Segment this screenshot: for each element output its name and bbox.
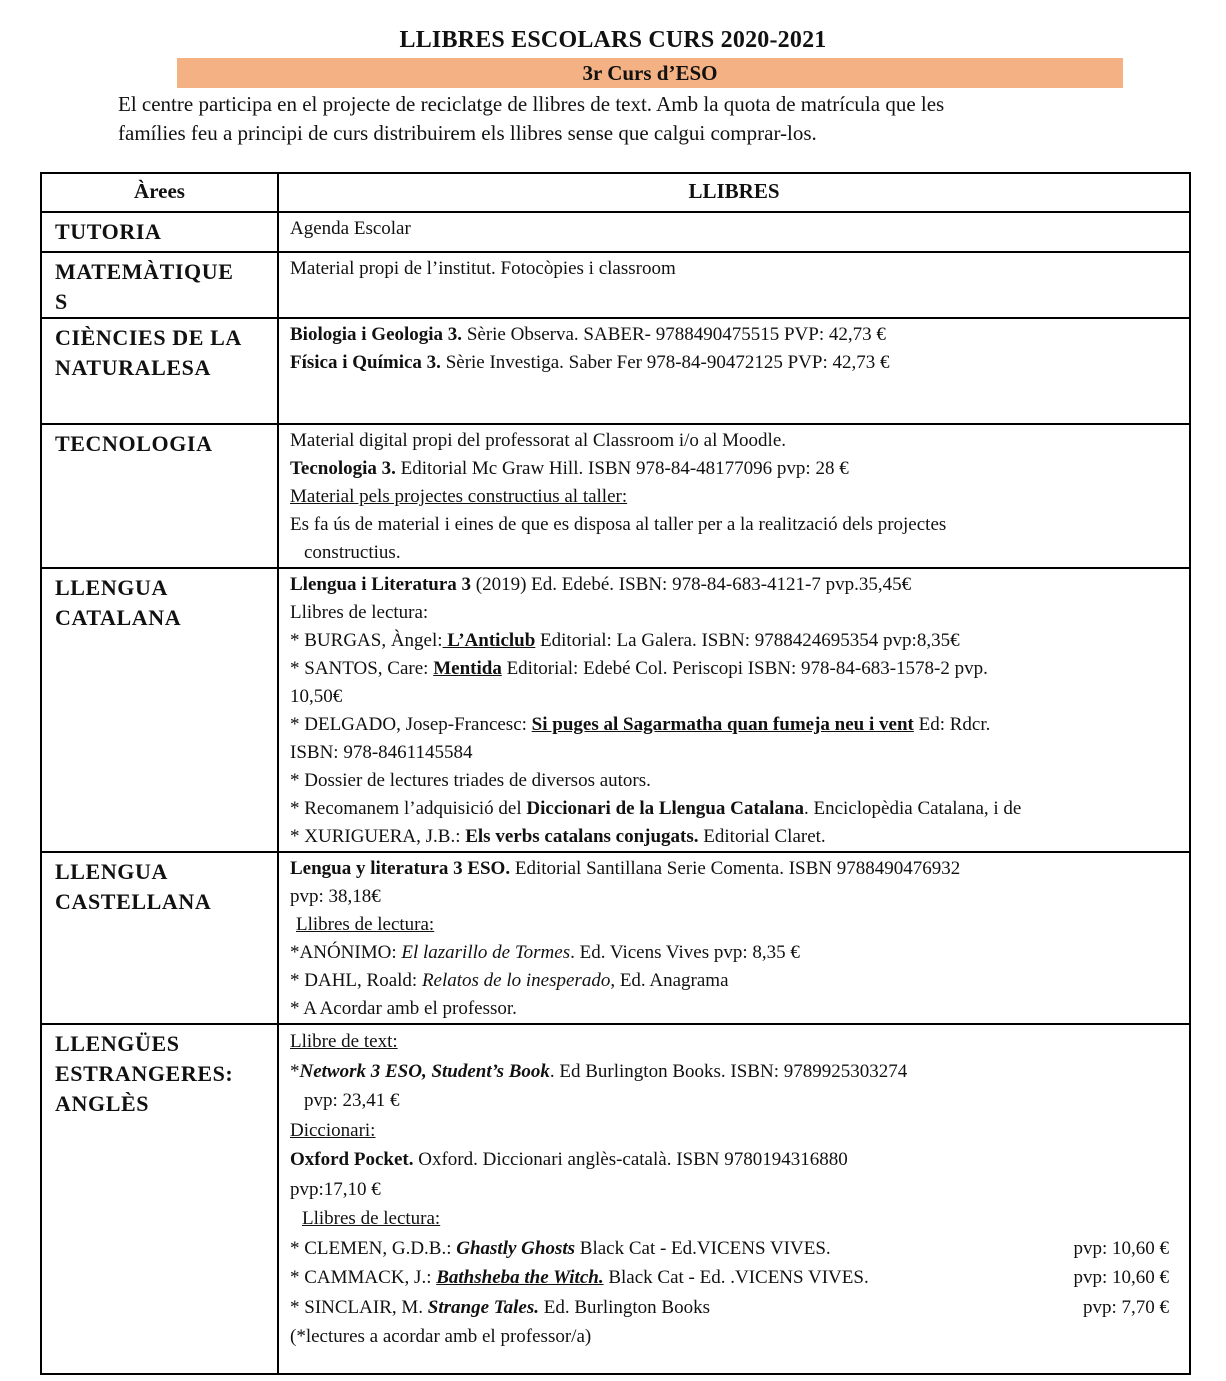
area-cell: CIÈNCIES DE LA NATURALESA bbox=[41, 318, 278, 424]
row-catala bbox=[41, 568, 1190, 852]
row-castella bbox=[41, 852, 1190, 1024]
intro-line: El centre participa en el projecte de reciclatge de llibres de text. Amb la quota de matrícula que les bbox=[118, 92, 945, 116]
row-angles bbox=[41, 1024, 1190, 1374]
books-cell: Llengua i Literatura 3 (2019) Ed. Edebé. ISBN: 978-84-683-4121-7 pvp.35,45€ Llibres de lectura: * BURGAS, Àngel: L’Anticlub Editorial: La Galera. ISBN: 9788424695354 pvp:8,35€ * SANTOS, Care: Mentida Editorial: Edebé Col. Periscopi ISBN: 978-84-683-1578-2 pvp. 10,50€ * DELGADO, Josep-Francesc: Si puges al Sagarmatha quan fumeja neu i vent Ed: Rdcr. ISBN: 978-8461145584 * Dossier de lectures triades de diversos autors. * Recomanem l’adquisició del Diccionari de la Llengua Catalana. Enciclopèdia Catalana, i de * XURIGUERA, J.B.: Els verbs catalans conjugats. Editorial Claret. bbox=[278, 568, 1190, 852]
row-matematiques bbox=[41, 252, 1190, 318]
area-cell: LLENGUA CATALANA bbox=[41, 568, 278, 852]
area-cell: LLENGÜES ESTRANGERES: ANGLÈS bbox=[41, 1024, 278, 1374]
area-cell: TUTORIA bbox=[41, 212, 278, 252]
books-cell: Material digital propi del professorat al Classroom i/o al Moodle. Tecnologia 3. Editorial Mc Graw Hill. ISBN 978-84-48177096 pvp: 28 € Material pels projectes constructius al taller: Es fa ús de material i eines de que es disposa al taller per a la realització dels projectes constructius. bbox=[278, 424, 1190, 568]
books-table bbox=[40, 172, 1191, 1375]
page-title: LLIBRES ESCOLARS CURS 2020-2021 bbox=[399, 27, 827, 53]
intro-line: famílies feu a principi de curs distribuirem els llibres sense que calgui comprar-los. bbox=[118, 121, 817, 145]
area-cell: TECNOLOGIA bbox=[41, 424, 278, 568]
row-ciencies bbox=[41, 318, 1190, 424]
books-cell: Lengua y literatura 3 ESO. Editorial Santillana Serie Comenta. ISBN 9788490476932 pvp: 38,18€ Llibres de lectura: *ANÓNIMO: El lazarillo de Tormes. Ed. Vicens Vives pvp: 8,35 € * DAHL, Roald: Relatos de lo inesperado, Ed. Anagrama * A Acordar amb el professor. bbox=[278, 852, 1190, 1024]
row-tecnologia bbox=[41, 424, 1190, 568]
course-banner: 3r Curs d’ESO bbox=[177, 58, 1123, 88]
row-tutoria bbox=[41, 212, 1190, 252]
header-books: LLIBRES bbox=[278, 173, 1190, 212]
books-cell: Material propi de l’institut. Fotocòpies i classroom bbox=[278, 252, 1190, 318]
intro-paragraph bbox=[118, 90, 1118, 148]
books-cell: Biologia i Geologia 3. Sèrie Observa. SABER- 9788490475515 PVP: 42,73 € Física i Química 3. Sèrie Investiga. Saber Fer 978-84-90472125 PVP: 42,73 € bbox=[278, 318, 1190, 424]
table-header-row bbox=[41, 173, 1190, 212]
books-cell: Llibre de text: *Network 3 ESO, Student’s Book. Ed Burlington Books. ISBN: 9789925303274 pvp: 23,41 € Diccionari: Oxford Pocket. Oxford. Diccionari anglès-català. ISBN 9780194316880 pvp:17,10 € Llibres de lectura: * CLEMEN, G.D.B.: Ghastly Ghosts Black Cat - Ed.VICENS VIVES. pvp: 10,60 € * CAMMACK, J.: Bathsheba the Witch. Black Cat - Ed. .VICENS VIVES. pvp: 10,60 € * SINCLAIR, M. Strange Tales. Ed. Burlington Books pvp: 7,70 € (*lectures a acordar amb el professor/a) bbox=[278, 1024, 1190, 1374]
header-areas: Àrees bbox=[41, 173, 278, 212]
area-cell: MATEMÀTIQUE S bbox=[41, 252, 278, 318]
area-cell: LLENGUA CASTELLANA bbox=[41, 852, 278, 1024]
books-cell: Agenda Escolar bbox=[278, 212, 1190, 252]
